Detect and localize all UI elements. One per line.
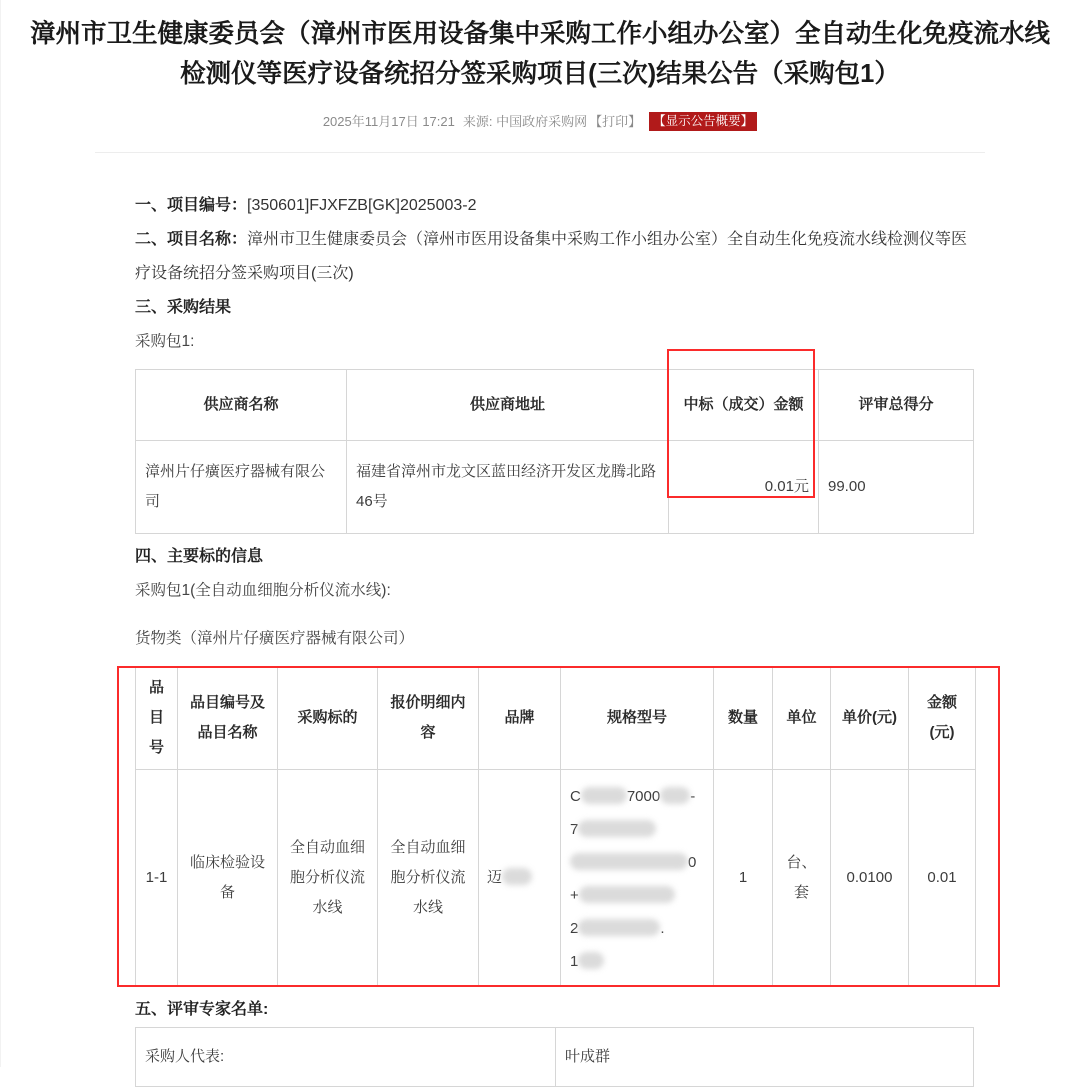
td-expert-value: 叶成群	[556, 1028, 974, 1087]
project-name-label: 二、项目名称：	[135, 231, 248, 248]
th-unit-price: 单价(元)	[831, 667, 909, 770]
spec-model-line	[570, 945, 704, 978]
td-item-code-name: 临床检验设备	[178, 770, 278, 987]
spec-visible-text: .	[660, 920, 665, 937]
expert-list-heading: 五、评审专家名单:	[135, 1001, 269, 1018]
spec-visible-text: 2	[570, 920, 579, 937]
td-spec-model	[561, 770, 714, 987]
spec-model-line	[570, 813, 704, 846]
td-quantity: 1	[714, 770, 773, 987]
td-quote-detail: 全自动血细胞分析仪流水线	[378, 770, 479, 987]
package-1-label: 采购包1:	[135, 333, 195, 350]
detail-table	[135, 666, 976, 987]
td-brand	[479, 770, 561, 987]
project-number-value: [350601]FJXFZB[GK]2025003-2	[247, 197, 477, 214]
brand-visible-text: 迈	[487, 869, 503, 886]
page-title: 漳州市卫生健康委员会（漳州市医用设备集中采购工作小组办公室）全自动生化免疫流水线检测仪等医疗设备统招分签采购项目(三次)结果公告（采购包1）	[29, 20, 1050, 88]
spec-visible-text: 0	[688, 854, 697, 871]
td-expert-label: 采购人代表:	[136, 1028, 556, 1087]
th-quantity: 数量	[714, 667, 773, 770]
td-unit: 台、套	[773, 770, 831, 987]
project-name-line	[0, 223, 1080, 291]
td-total-score: 99.00	[819, 441, 974, 534]
th-quote-detail: 报价明细内容	[378, 667, 479, 770]
detail-table-wrap	[117, 666, 1000, 987]
td-purchase-target: 全自动血细胞分析仪流水线	[278, 770, 378, 987]
spec-model-lines	[570, 780, 704, 978]
th-item-no: 品目号	[136, 667, 178, 770]
td-unit-price: 0.0100	[831, 770, 909, 987]
spec-redaction-bar	[581, 787, 627, 804]
table-row	[136, 770, 976, 987]
td-supplier-name: 漳州片仔癀医疗器械有限公司	[136, 441, 347, 534]
package-1-subject-label: 采购包1(全自动血细胞分析仪流水线):	[135, 582, 391, 599]
project-number-line	[0, 189, 1080, 223]
th-purchase-target: 采购标的	[278, 667, 378, 770]
th-unit: 单位	[773, 667, 831, 770]
table-row	[136, 441, 974, 534]
td-amount: 0.01	[909, 770, 976, 987]
project-number-label: 一、项目编号：	[135, 197, 248, 214]
supplier-table	[135, 369, 974, 534]
table-row	[136, 1028, 974, 1087]
spec-visible-text: 7000	[626, 788, 661, 805]
table-header-row	[136, 370, 974, 441]
spec-model-line	[570, 879, 704, 912]
spec-visible-text: +	[570, 887, 579, 904]
page-content	[0, 153, 1080, 1087]
spec-redaction-bar	[578, 952, 604, 969]
spec-visible-text: -	[690, 788, 696, 805]
spec-model-line	[570, 912, 704, 945]
th-spec-model: 规格型号	[561, 667, 714, 770]
publish-datetime: 2025年11月17日 17:21	[322, 114, 455, 129]
source-label: 来源:	[462, 114, 493, 129]
th-item-code-name: 品目编号及品目名称	[178, 667, 278, 770]
goods-category-label: 货物类（漳州片仔癀医疗器械有限公司）	[135, 630, 415, 647]
spec-redaction-bar	[579, 886, 675, 903]
table-header-row	[136, 667, 976, 770]
td-supplier-address: 福建省漳州市龙文区蓝田经济开发区龙腾北路46号	[347, 441, 669, 534]
project-name-value: 漳州市卫生健康委员会（漳州市医用设备集中采购工作小组办公室）全自动生化免疫流水线检测仪等医疗设备统招分签采购项目(三次)	[135, 231, 968, 282]
th-total-score: 评审总得分	[819, 370, 974, 441]
td-award-amount: 0.01元	[669, 441, 819, 534]
procurement-result-heading: 三、采购结果	[135, 299, 232, 316]
print-link[interactable]: 【打印】	[589, 114, 642, 129]
spec-visible-text: C	[570, 788, 581, 805]
spec-redaction-bar	[660, 787, 690, 804]
page-header	[0, 0, 1080, 153]
source-value: 中国政府采购网	[496, 114, 588, 129]
spec-model-line	[570, 780, 704, 813]
th-supplier-name: 供应商名称	[136, 370, 347, 441]
spec-redaction-bar	[578, 919, 660, 936]
spec-model-line	[570, 846, 704, 879]
th-award-amount: 中标（成交）金额	[669, 370, 819, 441]
brand-redaction-bar	[502, 868, 532, 885]
th-supplier-address: 供应商地址	[347, 370, 669, 441]
td-item-no: 1-1	[136, 770, 178, 987]
spec-visible-text: 1	[570, 953, 579, 970]
supplier-table-wrap	[0, 369, 1080, 534]
spec-visible-text: 7	[570, 821, 579, 838]
th-brand: 品牌	[479, 667, 561, 770]
spec-redaction-bar	[578, 820, 656, 837]
main-subject-heading: 四、主要标的信息	[135, 548, 264, 565]
spec-redaction-bar	[570, 853, 688, 870]
meta-line	[28, 112, 1052, 132]
expert-table	[135, 1027, 974, 1087]
th-amount: 金额(元)	[909, 667, 976, 770]
show-summary-button[interactable]: 【显示公告概要】	[649, 112, 757, 131]
